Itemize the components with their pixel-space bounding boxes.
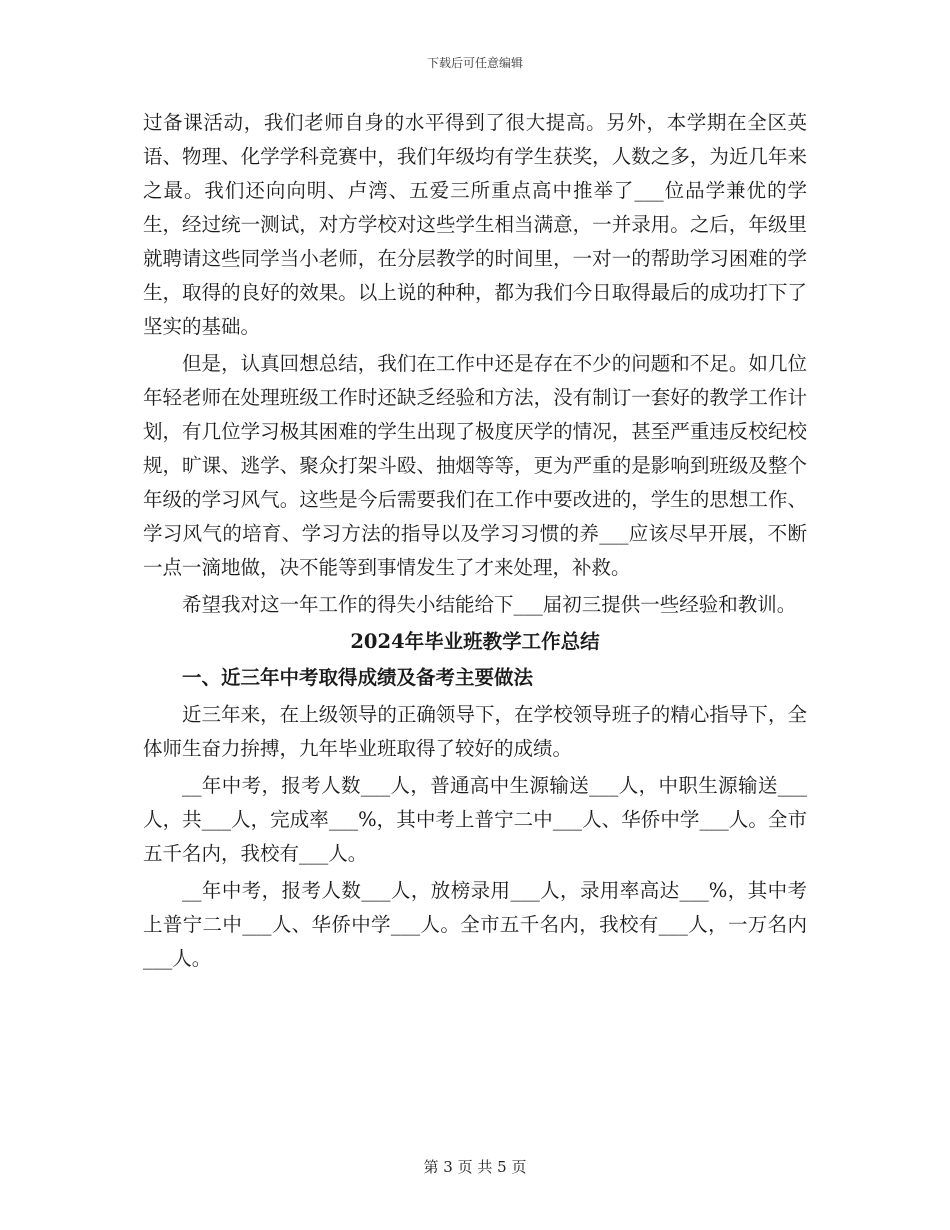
paragraph-year-one-results: __年中考，报考人数___人，普通高中生源输送___人，中职生源输送___人，共___人，完成率___%，其中考上普宁二中___人、华侨中学___人。全市五千名内，我校有___人。 xyxy=(143,774,807,865)
document-body xyxy=(143,106,807,979)
section-title: 2024年毕业班教学工作总结 xyxy=(350,630,600,653)
paragraph-year-two-results: __年中考，报考人数___人，放榜录用___人，录用率高达___%，其中考上普宁二中___人、华侨中学___人。全市五千名内，我校有___人，一万名内___人。 xyxy=(143,879,807,970)
paragraph-intro: 近三年来，在上级领导的正确领导下，在学校领导班子的精心指导下，全体师生奋力拚搏，九年毕业班取得了较好的成绩。 xyxy=(143,703,807,760)
section-heading: 一、近三年中考取得成绩及备考主要做法 xyxy=(182,666,534,689)
paragraph-problems: 但是，认真回想总结，我们在工作中还是存在不少的问题和不足。如几位年轻老师在处理班级工作时还缺乏经验和方法，没有制订一套好的教学工作计划，有几位学习极其困难的学生出现了极度厌学的情况，甚至严重违反校纪校规，旷课、逃学、聚众打架斗殴、抽烟等等，更为严重的是影响到班级及整个年级的学习风气。这些是今后需要我们在工作中要改进的，学生的思想工作、学习风气的培育、学习方法的指导以及学习习惯的养___应该尽早开展，不断一点一滴地做，决不能等到事情发生了才来处理，补救。 xyxy=(143,352,807,579)
page-number: 第 3 页 共 5 页 xyxy=(423,1158,527,1176)
paragraph-continued: 过备课活动，我们老师自身的水平得到了很大提高。另外，本学期在全区英语、物理、化学学科竞赛中，我们年级均有学生获奖，人数之多，为近几年来之最。我们还向向明、卢湾、五爱三所重点高中推举了___位品学兼优的学生，经过统一测试，对方学校对这些学生相当满意，一并录用。之后，年级里就聘请这些同学当小老师，在分层教学的时间里，一对一的帮助学习困难的学生，取得的良好的效果。以上说的种种，都为我们今日取得最后的成功打下了坚实的基础。 xyxy=(143,111,807,338)
paragraph-closing: 希望我对这一年工作的得失小结能给下___届初三提供一些经验和教训。 xyxy=(182,593,797,616)
page-header-note: 下载后可任意编辑 xyxy=(426,56,523,70)
